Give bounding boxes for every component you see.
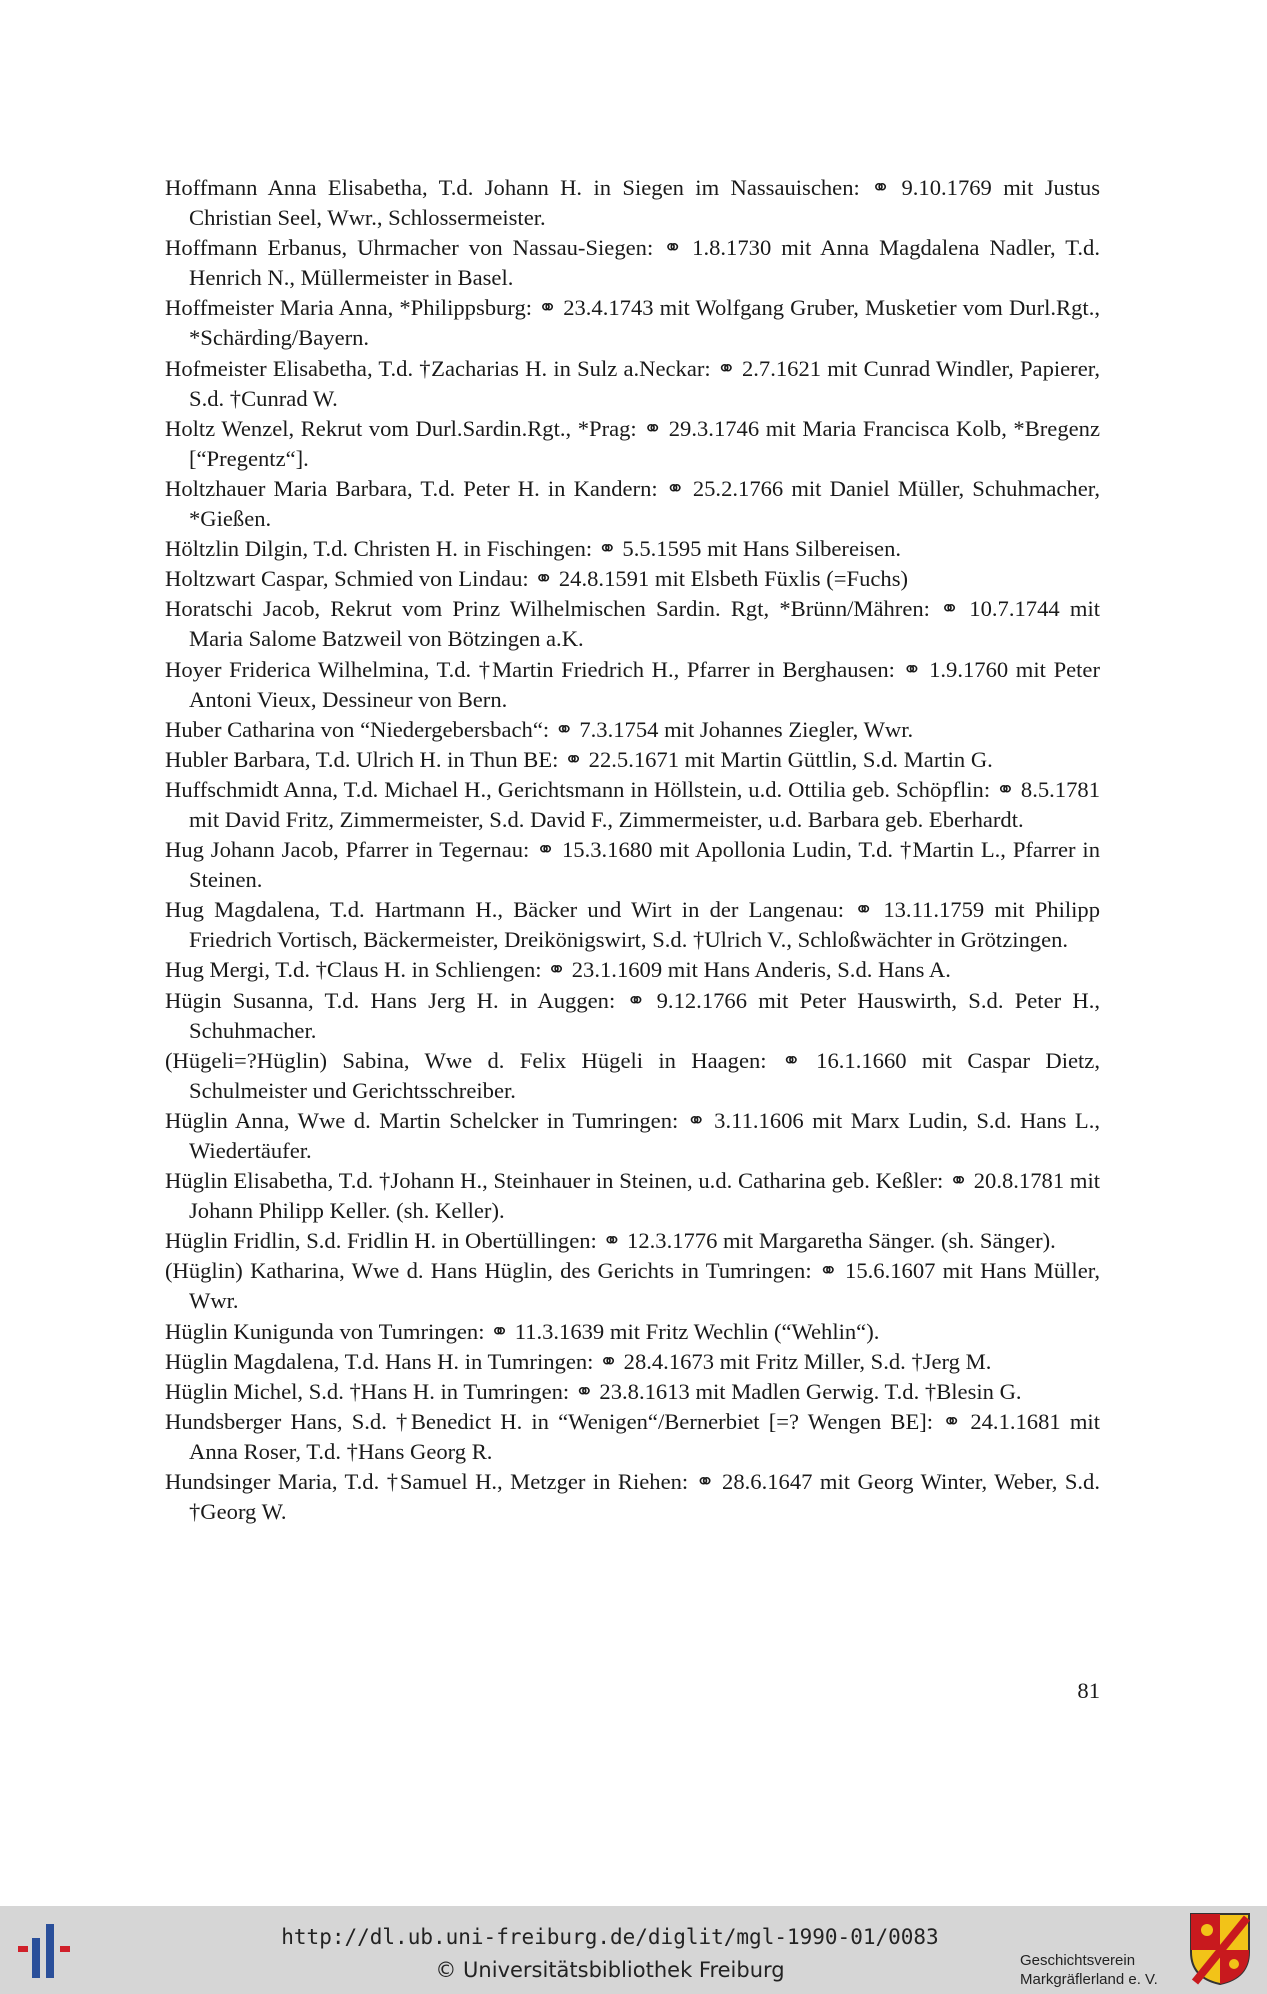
register-entry: Hüglin Fridlin, S.d. Fridlin H. in Obertüllingen: ⚭ 12.3.1776 mit Margaretha Sänger. (sh. Sänger). [165,1228,1056,1254]
register-entry: Hofmeister Elisabetha, T.d. †Zacharias H. in Sulz a.Neckar: ⚭ 2.7.1621 mit Cunrad Windler, Papierer, S.d. †Cunrad W. [165,355,1100,411]
register-entry: Holtz Wenzel, Rekrut vom Durl.Sardin.Rgt., *Prag: ⚭ 29.3.1746 mit Maria Francisca Kolb, *Bregenz [“Pregentz“]. [165,415,1100,471]
footer-bar [0,1906,1267,1994]
entry-list [165,173,1100,1527]
register-entry: Hoffmann Anna Elisabetha, T.d. Johann H. in Siegen im Nassauischen: ⚭ 9.10.1769 mit Justus Christian Seel, Wwr., Schlossermeister. [165,175,1100,231]
register-entry: Hügin Susanna, T.d. Hans Jerg H. in Auggen: ⚭ 9.12.1766 mit Peter Hauswirth, S.d. Peter H., Schuhmacher. [165,987,1100,1043]
register-entry: Hoffmeister Maria Anna, *Philippsburg: ⚭ 23.4.1743 mit Wolfgang Gruber, Musketier vom Durl.Rgt., *Schärding/Bayern. [165,295,1100,351]
register-entry: Hoyer Friderica Wilhelmina, T.d. †Martin Friedrich H., Pfarrer in Berghausen: ⚭ 1.9.1760 mit Peter Antoni Vieux, Dessineur von Bern. [165,656,1100,712]
register-entry: Hug Johann Jacob, Pfarrer in Tegernau: ⚭ 15.3.1680 mit Apollonia Ludin, T.d. †Martin L., Pfarrer in Steinen. [165,837,1100,893]
society-line-2: Markgräflerland e. V. [1020,1971,1158,1988]
register-entry: Hundsinger Maria, T.d. †Samuel H., Metzger in Riehen: ⚭ 28.6.1647 mit Georg Winter, Weber, S.d. †Georg W. [165,1469,1100,1525]
register-entry: Hug Magdalena, T.d. Hartmann H., Bäcker und Wirt in der Langenau: ⚭ 13.11.1759 mit Philipp Friedrich Vortisch, Bäckermeister, Dreikönigswirt, S.d. †Ulrich V., Schloßwächter in Grötzingen. [165,897,1100,953]
register-entry: Huffschmidt Anna, T.d. Michael H., Gerichtsmann in Höllstein, u.d. Ottilia geb. Schöpflin: ⚭ 8.5.1781 mit David Fritz, Zimmermeister, S.d. David F., Zimmermeister, u.d. Barbara geb. Eberhardt. [165,776,1100,832]
page-number: 81 [1077,1678,1100,1703]
coat-of-arms-icon [1189,1912,1251,1986]
register-entry: Hüglin Elisabetha, T.d. †Johann H., Steinhauer in Steinen, u.d. Catharina geb. Keßler: ⚭ 20.8.1781 mit Johann Philipp Keller. (sh. Keller). [165,1168,1100,1224]
register-entry: Huber Catharina von “Niedergebersbach“: ⚭ 7.3.1754 mit Johannes Ziegler, Wwr. [165,716,914,742]
register-entry: Hüglin Anna, Wwe d. Martin Schelcker in Tumringen: ⚭ 3.11.1606 mit Marx Ludin, S.d. Hans L., Wiedertäufer. [165,1107,1100,1163]
register-entry: Hüglin Kunigunda von Tumringen: ⚭ 11.3.1639 mit Fritz Wechlin (“Wehlin“). [165,1318,880,1344]
register-entry: Hüglin Magdalena, T.d. Hans H. in Tumringen: ⚭ 28.4.1673 mit Fritz Miller, S.d. †Jerg M. [165,1348,992,1374]
register-entry: Hundsberger Hans, S.d. †Benedict H. in “Wenigen“/Bernerbiet [=? Wengen BE]: ⚭ 24.1.1681 mit Anna Roser, T.d. †Hans Georg R. [165,1408,1100,1464]
register-entry: Hubler Barbara, T.d. Ulrich H. in Thun BE: ⚭ 22.5.1671 mit Martin Güttlin, S.d. Martin G. [165,746,993,772]
footer-copyright: © Universitätsbibliothek Freiburg [435,1958,785,1982]
register-entry: (Hüglin) Katharina, Wwe d. Hans Hüglin, des Gerichts in Tumringen: ⚭ 15.6.1607 mit Hans Müller, Wwr. [165,1258,1100,1314]
register-entry: Horatschi Jacob, Rekrut vom Prinz Wilhelmischen Sardin. Rgt, *Brünn/Mähren: ⚭ 10.7.1744 mit Maria Salome Batzweil von Bötzingen a.K. [165,596,1100,652]
register-entry: Hoffmann Erbanus, Uhrmacher von Nassau-Siegen: ⚭ 1.8.1730 mit Anna Magdalena Nadler, T.d. Henrich N., Müllermeister in Basel. [165,235,1100,291]
society-line-1: Geschichtsverein [1020,1952,1136,1969]
register-entry: (Hügeli=?Hüglin) Sabina, Wwe d. Felix Hügeli in Haagen: ⚭ 16.1.1660 mit Caspar Dietz, Schulmeister und Gerichtsschreiber. [165,1047,1100,1103]
register-entry: Hüglin Michel, S.d. †Hans H. in Tumringen: ⚭ 23.8.1613 mit Madlen Gerwig. T.d. †Blesin G. [165,1378,1022,1404]
register-entry: Holtzwart Caspar, Schmied von Lindau: ⚭ 24.8.1591 mit Elsbeth Füxlis (=Fuchs) [165,566,909,592]
ub-freiburg-logo-icon [16,1918,82,1982]
register-entry: Holtzhauer Maria Barbara, T.d. Peter H. in Kandern: ⚭ 25.2.1766 mit Daniel Müller, Schuhmacher, *Gießen. [165,475,1100,532]
register-entry: Hug Mergi, T.d. †Claus H. in Schliengen: ⚭ 23.1.1609 mit Hans Anderis, S.d. Hans A. [165,957,951,983]
footer-url[interactable]: http://dl.ub.uni-freiburg.de/diglit/mgl-1990-01/0083 [281,1925,939,1949]
register-entry: Höltzlin Dilgin, T.d. Christen H. in Fischingen: ⚭ 5.5.1595 mit Hans Silbereisen. [165,536,902,562]
society-name [1020,1951,1190,1989]
